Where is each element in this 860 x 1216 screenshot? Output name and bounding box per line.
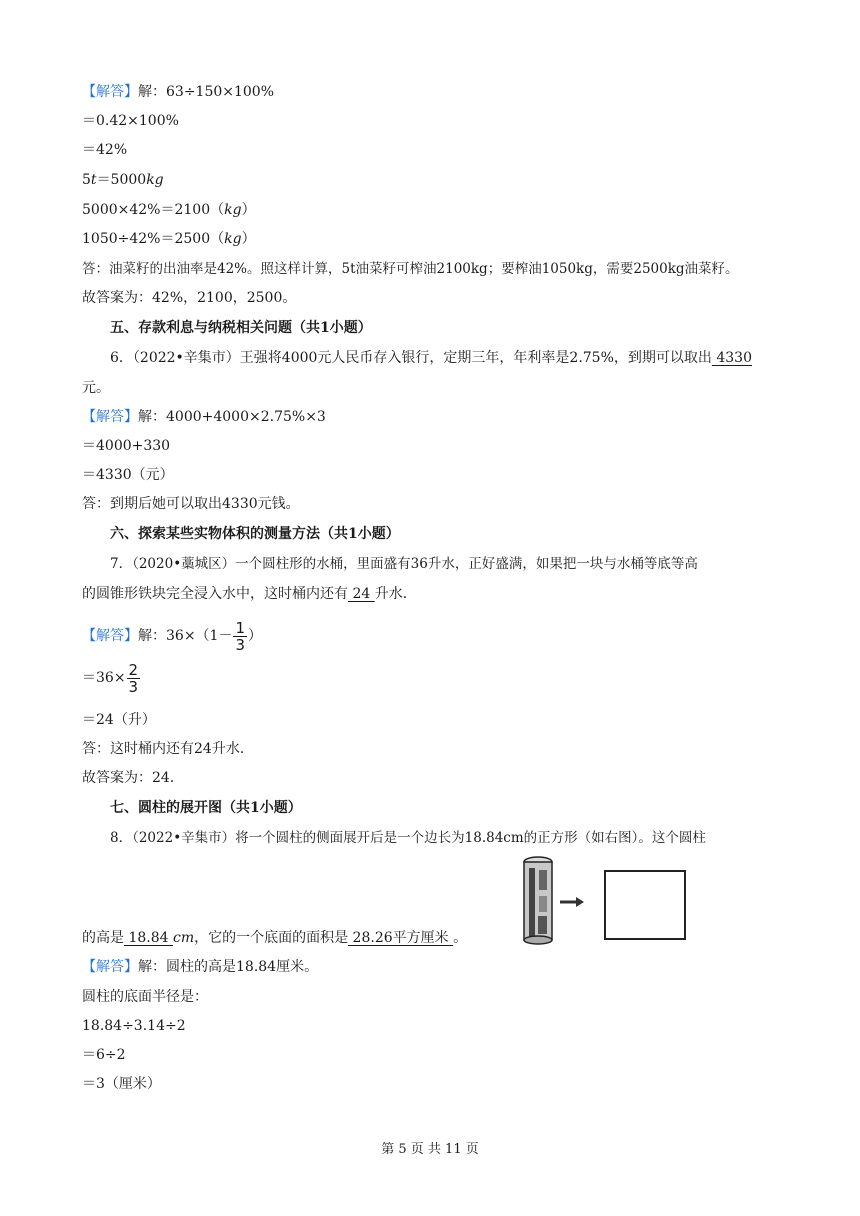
answer-text: 解：63÷150×100% — [138, 84, 275, 100]
unit-text: t — [90, 172, 97, 188]
calc-part: 1050÷42%＝2500（ — [82, 231, 225, 247]
answer-text: 解：圆柱的高是18.84厘米。 — [138, 959, 319, 975]
question-text: 6．（2022•辛集市）王强将4000元人民币存入银行，定期三年，年利率是2.75%，到期可以取出 — [110, 350, 712, 366]
answer-tag: 【解答】 — [82, 628, 138, 644]
calc-line: ＝0.42×100% — [82, 113, 179, 129]
calc-line — [82, 170, 164, 190]
calc-line: ＝3（厘米） — [82, 1076, 161, 1092]
answer-blank: 24 — [348, 586, 375, 602]
final-answer: 故答案为：42%，2100，2500。 — [82, 290, 297, 306]
calc-line: 18.84÷3.14÷2 — [82, 1018, 186, 1034]
section-heading: 六、探索某些实物体积的测量方法（共1小题） — [110, 526, 400, 542]
calc-part: ＝36× — [82, 670, 126, 686]
answer-text: 解：4000+4000×2.75%×3 — [138, 409, 326, 425]
fraction-denominator: 3 — [235, 635, 245, 654]
question-text: ，它的一个底面的面积是 — [194, 930, 349, 946]
answer-text: 解：36×（1－ — [138, 628, 233, 644]
answer-summary: 答：油菜籽的出油率是42%。照这样计算，5t油菜籽可榨油2100kg；要榨油1050kg，需要2500kg油菜籽。 — [82, 261, 739, 277]
calc-line: ＝42% — [82, 142, 128, 158]
calc-part: ） — [241, 231, 256, 247]
calc-part: ） — [241, 202, 256, 218]
fraction — [127, 662, 141, 695]
question-text: 的圆锥形铁块完全浸入水中，这时桶内还有 — [82, 586, 348, 602]
answer-line — [82, 407, 326, 427]
question-text: 的高是 — [82, 930, 124, 946]
question-line: 8．（2022•辛集市）将一个圆柱的侧面展开后是一个边长为18.84cm的正方形（如右图）。这个圆柱 — [110, 830, 706, 846]
answer-text: ） — [248, 628, 262, 644]
answer-blank: 18.84 — [124, 930, 173, 946]
calc-line: 圆柱的底面半径是： — [82, 989, 208, 1005]
calc-line: ＝4000+330 — [82, 438, 171, 454]
answer-summary: 答：这时桶内还有24升水． — [82, 741, 254, 757]
question-text: 。 — [453, 930, 468, 946]
calc-part: ＝5000 — [96, 172, 147, 188]
calc-line: ＝4330（元） — [82, 467, 174, 483]
answer-blank: 28.26平方厘米 — [348, 930, 454, 946]
unit-text: cm — [172, 930, 195, 946]
section-heading: 七、圆柱的展开图（共1小题） — [110, 800, 302, 816]
unit-text: kg — [224, 231, 242, 247]
question-line — [82, 928, 467, 948]
answer-line — [82, 616, 262, 656]
answer-tag: 【解答】 — [82, 409, 138, 425]
calc-part: 5 — [82, 172, 91, 188]
fraction-numerator: 2 — [128, 660, 139, 679]
answer-blank: 4330 — [711, 350, 752, 366]
answer-tag: 【解答】 — [82, 84, 138, 100]
calc-line — [82, 229, 256, 249]
calc-line — [82, 658, 141, 698]
calc-line — [82, 200, 256, 220]
question-line: 元。 — [82, 380, 110, 396]
question-line — [82, 584, 417, 604]
calc-line: ＝6÷2 — [82, 1047, 126, 1063]
cylinder-unfold-figure — [522, 856, 690, 946]
calc-part: 5000×42%＝2100（ — [82, 202, 225, 218]
fraction-numerator: 1 — [235, 618, 245, 637]
fraction-denominator: 3 — [128, 677, 139, 696]
answer-tag: 【解答】 — [82, 959, 138, 975]
question-text: 升水． — [374, 586, 417, 602]
unit-text: kg — [224, 202, 242, 218]
page-footer: 第 5 页 共 11 页 — [381, 1142, 479, 1157]
section-heading: 五、存款利息与纳税相关问题（共1小题） — [110, 320, 372, 336]
fraction — [233, 620, 247, 653]
answer-line — [82, 957, 318, 977]
answer-summary: 答：到期后她可以取出4330元钱。 — [82, 496, 300, 512]
question-line: 7．（2020•藁城区）一个圆柱形的水桶，里面盛有36升水，正好盛满，如果把一块与水桶等底等高 — [110, 556, 698, 572]
question-line — [110, 348, 752, 368]
answer-line — [82, 82, 274, 102]
calc-line: ＝24（升） — [82, 712, 156, 728]
final-answer: 故答案为：24． — [82, 770, 184, 786]
unit-text: kg — [146, 172, 164, 188]
cylinder-diagram-icon — [522, 856, 690, 946]
